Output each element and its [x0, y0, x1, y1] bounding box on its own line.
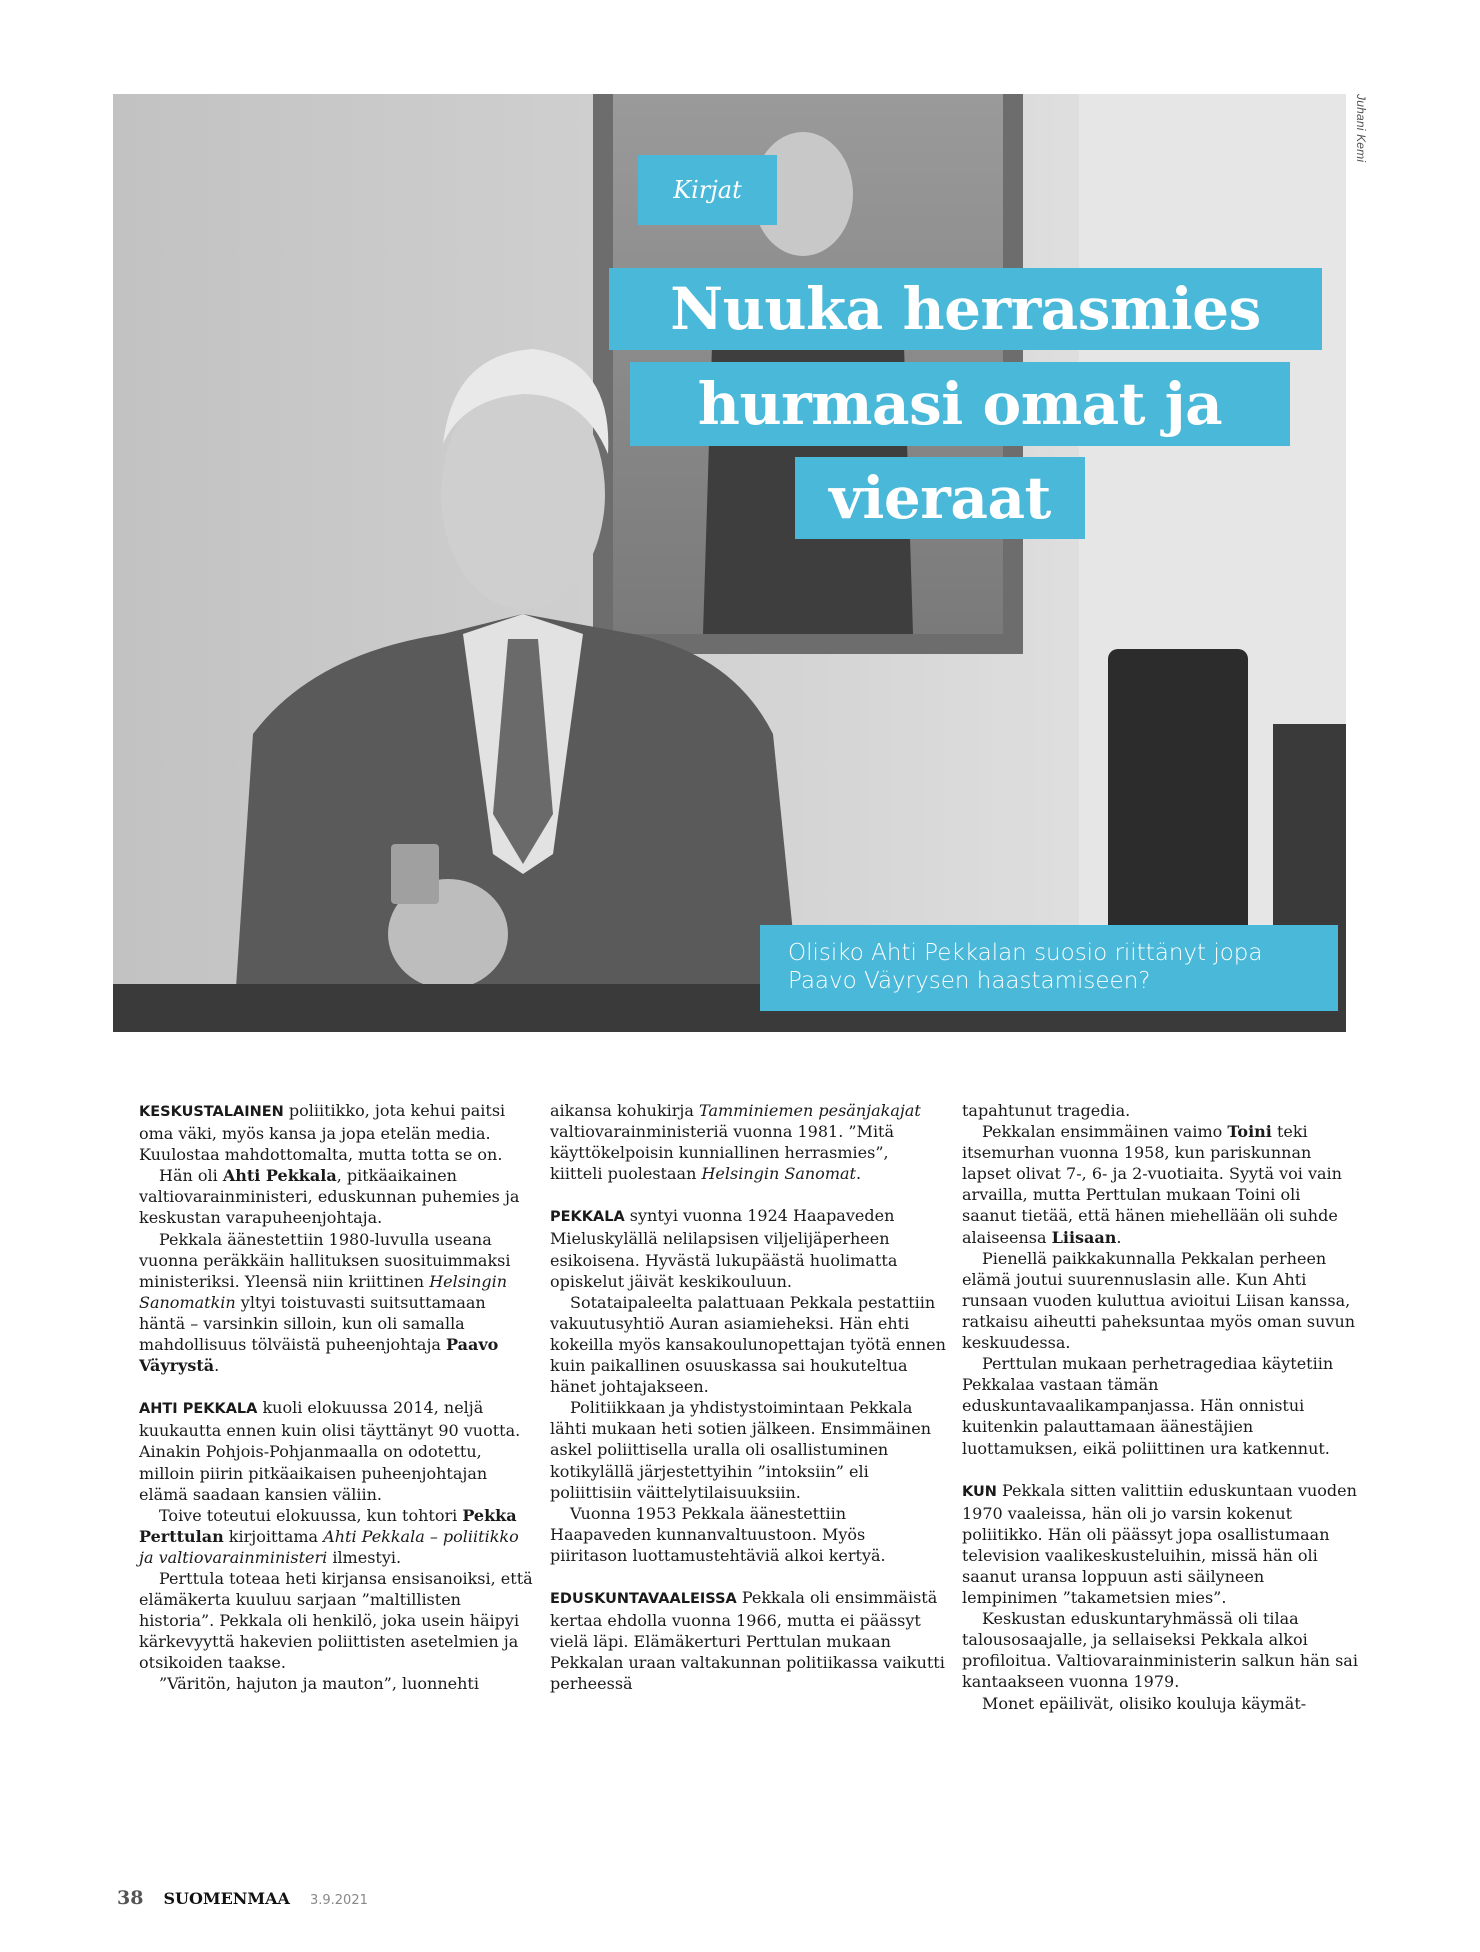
section-paragraph: KUN Pekkala sitten valittiin eduskuntaan vuoden 1970 vaaleissa, hän oli jo varsin kokenut poliitikko. Hän oli päässyt jopa osallistumaan television vaalikeskusteluihin, missä hän oli saanut uransa loppuun asti säilyneen lempinimen ”takametsien mies”.: [962, 1480, 1357, 1608]
lead-text: [760, 925, 1338, 1011]
article-column-3: [962, 1100, 1358, 1714]
paragraph: Keskustan eduskuntaryhmässä oli tilaa talousosaajalle, ja sellaiseksi Pekkala alkoi profiloitua. Valtiovarainministerin salkun hän sai kantaakseen vuonna 1979.: [962, 1609, 1358, 1692]
paragraph: Pekkalan ensimmäinen vaimo Toini teki itsemurhan vuonna 1958, kun pariskunnan lapset olivat 7-, 6- ja 2-vuotiaita. Syytä voi vain arvailla, mutta Perttulan mukaan Toini oli saanut tietää, että hänen miehellään oli suhde alaiseensa Liisaan.: [962, 1122, 1342, 1247]
hero-photo: [113, 94, 1346, 1032]
lead-in-caps: PEKKALA: [550, 1209, 625, 1226]
watch: [391, 844, 439, 904]
paragraph: Monet epäilivät, olisiko kouluja käymät-: [982, 1693, 1307, 1713]
paragraph: ”Väritön, hajuton ja mauton”, luonnehti: [159, 1674, 479, 1694]
headline-line-1: Nuuka herrasmies: [609, 268, 1322, 350]
paragraph: Politiikkaan ja yhdistystoimintaan Pekkala lähti mukaan heti sotien jälkeen. Ensimmäinen askel poliittisella uralla oli osallistuminen kotikylällä järjestettyihin ”intoksiin” eli poliittisiin väittelytilaisuuksiin.: [550, 1398, 932, 1502]
lead-in-caps: KUN: [962, 1483, 997, 1500]
section-paragraph: KESKUSTALAINEN poliitikko, jota kehui paitsi oma väki, myös kansa ja jopa etelän media. Kuulostaa mahdottomalta, mutta totta se on.: [139, 1101, 506, 1165]
lead-line-1: Olisiko Ahti Pekkalan suosio riittänyt jopa: [788, 940, 1263, 966]
paragraph: aikansa kohukirja Tamminiemen pesänjakajat valtiovarainministeriä vuonna 1981. ”Mitä käyttökelpoisin kunniallinen herrasmies”, kiitteli puolestaan Helsingin Sanomat.: [550, 1101, 921, 1184]
page-number: 38: [117, 1887, 144, 1909]
lead-in-caps: EDUSKUNTAVAALEISSA: [550, 1590, 737, 1607]
paragraph: Hän oli Ahti Pekkala, pitkäaikainen valtiovarainministeri, eduskunnan puhemies ja keskustan varapuheenjohtaja.: [139, 1166, 520, 1228]
lead-in-caps: AHTI PEKKALA: [139, 1401, 258, 1418]
magazine-name: SUOMENMAA: [163, 1889, 290, 1908]
photo-credit: Juhani Kemi: [1354, 94, 1368, 163]
paragraph: tapahtunut tragedia.: [962, 1101, 1131, 1120]
paragraph: Perttula toteaa heti kirjansa ensisanoiksi, että elämäkerta kuuluu sarjaan ”maltillisten historia”. Pekkala oli henkilö, joka usein häipyi kärkevyyttä hakevien poliittisten asetelmien ja otsikoiden taakse.: [139, 1568, 533, 1673]
article-column-1: [139, 1100, 535, 1695]
paragraph: Toive toteutui elokuussa, kun tohtori Pekka Perttulan kirjoittama Ahti Pekkala – poliitikko ja valtiovarainministeri ilmestyi.: [139, 1505, 519, 1567]
section-paragraph: EDUSKUNTAVAALEISSA Pekkala oli ensimmäistä kertaa ehdolla vuonna 1966, mutta ei päässyt vielä läpi. Elämäkerturi Perttulan mukaan Pekkalan uraan valtakunnan politiikassa vaikutti perheessä: [550, 1587, 945, 1694]
paragraph: Pienellä paikkakunnalla Pekkalan perheen elämä joutui suurennuslasin alle. Kun Ahti runsaan vuoden kuluttua avioitui Liisan kanssa, ratkaisu aiheutti paheksuntaa myös oman suvun keskuudessa.: [962, 1248, 1356, 1353]
section-paragraph: PEKKALA syntyi vuonna 1924 Haapaveden Mieluskylällä nelilapsisen viljelijäperheen esikoisena. Hyvästä lukupäästä huolimatta opiskelut jäivät keskikouluun.: [550, 1206, 898, 1291]
section-paragraph: AHTI PEKKALA kuoli elokuussa 2014, neljä kuukautta ennen kuin olisi täyttänyt 90 vuotta. Ainakin Pohjois-Pohjanmaalla on odotettu, milloin piirin pitkäaikaisen puheenjohtajan elämä saadaan kansien väliin.: [139, 1398, 521, 1504]
paragraph: Pekkala äänestettiin 1980-luvulla useana vuonna peräkkäin hallituksen suosituimmaksi ministeriksi. Yleensä niin kriittinen Helsingin Sanomatkin yltyi toistuvasti suitsuttamaan häntä – varsinkin silloin, kun oli samalla mahdollisuus tölväistä puheenjohtaja Paavo Väyrystä.: [139, 1229, 511, 1376]
lead-in-caps: KESKUSTALAINEN: [139, 1104, 284, 1120]
paragraph: Vuonna 1953 Pekkala äänestettiin Haapaveden kunnanvaltuustoon. Myös piiritason luottamustehtäviä alkoi kertyä.: [550, 1503, 886, 1565]
lead-line-2: Paavo Väyrysen haastamiseen?: [788, 968, 1151, 994]
section-tag[interactable]: Kirjat: [638, 155, 777, 225]
paragraph: Sotataipaleelta palattuaan Pekkala pestattiin vakuutusyhtiö Auran asiamieheksi. Hän ehti kokeilla myös kansakoulunopettajan työtä ennen kuin paikallinen osuuskassa sai houkuteltua hänet johtajakseen.: [550, 1292, 946, 1397]
portrait-illustration: [113, 94, 1346, 1032]
paragraph: Perttulan mukaan perhetragediaa käytetiin Pekkalaa vastaan tämän eduskuntavaalikampanjassa. Hän onnistui kuitenkin palauttamaan äänestäjien luottamuksen, eikä poliittinen ura katkennut.: [962, 1354, 1334, 1458]
headline-line-3: vieraat: [795, 457, 1085, 539]
headline-line-2: hurmasi omat ja: [630, 362, 1290, 446]
page-footer: [117, 1887, 368, 1909]
issue-date: 3.9.2021: [309, 1893, 368, 1908]
article-column-2: [550, 1100, 946, 1694]
